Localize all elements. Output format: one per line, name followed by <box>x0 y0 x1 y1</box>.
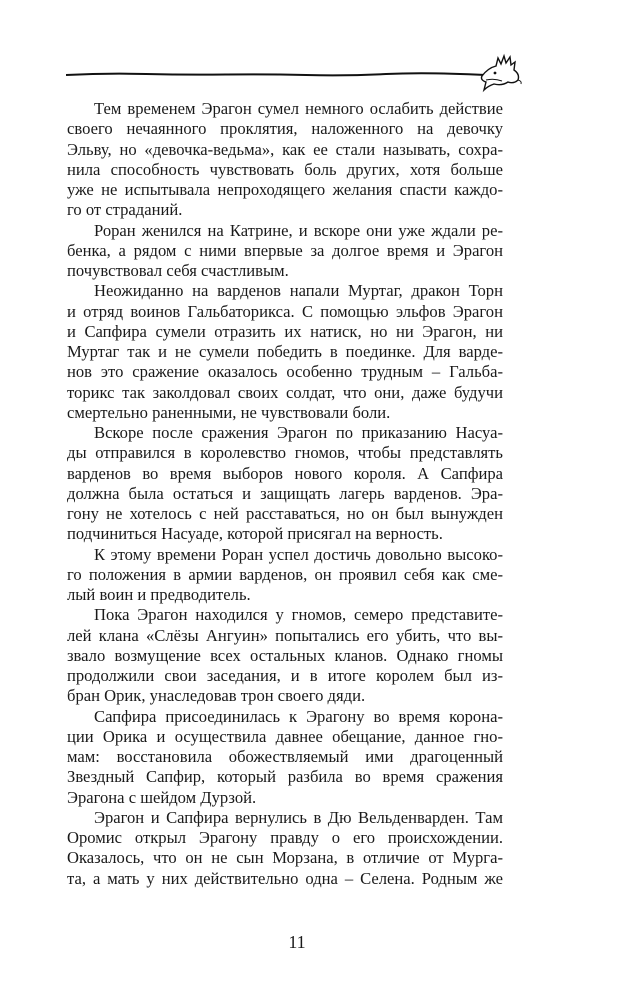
header-rule-ornament <box>66 70 486 78</box>
text-line: торикс так заколдовал своих солдат, что они, даже будучи <box>67 382 503 402</box>
text-line: ции Орика и осуществила давнее обещание, данное гно- <box>67 726 503 746</box>
text-line: лей клана «Слёзы Ангуин» попытались его убить, что вы- <box>67 625 503 645</box>
text-line: Оромис открыл Эрагону правду о его происхождении. <box>67 828 503 847</box>
text-line: Оказалось, что он не сын Морзана, в отличие от Мурга- <box>67 848 503 868</box>
text-line: бран Орик, унаследовав трон своего дяди. <box>67 686 366 706</box>
text-line: и Сапфира сумели отразить их натиск, но ни Эрагон, ни <box>67 321 503 341</box>
text-line: Тем временем Эрагон сумел немного ослабить действие <box>94 99 503 118</box>
text-line: Эрагона с шейдом Дурзой. <box>67 787 257 807</box>
text-line: уже не испытывала непроходящего желания спасти каждо- <box>67 180 503 199</box>
text-line: нов это сражение оказалось особенно трудным – Гальба- <box>67 362 503 382</box>
text-line: Неожиданно на варденов напали Муртаг, дракон Торн <box>94 281 503 301</box>
text-line: подчиниться Насуаде, которой присягал на верность. <box>67 524 443 544</box>
text-line: та, а мать у них действительно одна – Селена. Родным же <box>67 868 503 888</box>
text-line: варденов во время выборов нового короля. А Сапфира <box>67 463 503 483</box>
paragraph <box>67 707 503 808</box>
paragraph <box>67 99 503 221</box>
paragraph <box>67 605 503 706</box>
text-line: гону не хотелось с ней расставаться, но он был вынужден <box>67 504 503 523</box>
text-line: и отряд воинов Гальбаторикса. С помощью эльфов Эрагон <box>67 301 503 321</box>
paragraph <box>67 423 503 545</box>
paragraph <box>67 281 503 423</box>
text-line: Муртаг так и не сумели победить в поединке. Для варде- <box>67 342 503 361</box>
text-line: го положения в армии варденов, он проявил себя как сме- <box>67 564 503 584</box>
text-line: звало возмущение всех остальных кланов. Однако гномы <box>67 645 503 665</box>
text-line: своего нечаянного проклятия, наложенного на девочку <box>67 119 503 139</box>
text-line: продолжили свои заседания, и в итоге королем был из- <box>67 666 503 685</box>
text-line: Вскоре после сражения Эрагон по приказанию Насуа- <box>94 423 503 442</box>
text-line: Роран женился на Катрине, и вскоре они уже ждали ре- <box>94 220 503 240</box>
text-line: Пока Эрагон находился у гномов, семеро представите- <box>94 605 503 625</box>
page-number: 11 <box>288 932 306 952</box>
text-line: К этому времени Роран успел достичь довольно высоко- <box>94 544 503 564</box>
text-line: почувствовал себя счастливым. <box>67 261 289 280</box>
paragraph <box>67 545 503 606</box>
body-text <box>67 99 503 889</box>
text-line: Звездный Сапфир, который разбила во время сражения <box>67 767 503 787</box>
paragraph <box>67 808 503 889</box>
text-line: лый воин и предводитель. <box>67 585 251 604</box>
text-line: Эрагон и Сапфира вернулись в Дю Вельденварден. Там <box>94 807 503 827</box>
text-line: смертельно раненными, не чувствовали боли. <box>67 402 391 422</box>
dragon-head-icon <box>478 50 524 96</box>
text-line: мам: восстановила обожествляемый ими драгоценный <box>67 747 503 766</box>
text-line: бенка, а рядом с ними впервые за долгое время и Эрагон <box>67 240 503 260</box>
text-line: нила способность чувствовать боль других, хотя больше <box>67 159 503 179</box>
text-line: ды отправился в королевство гномов, чтобы представлять <box>67 443 503 463</box>
text-line: Сапфира присоединилась к Эрагону во время корона- <box>94 706 503 726</box>
text-line: должна была остаться и защищать лагерь варденов. Эра- <box>67 483 503 503</box>
paragraph <box>67 221 503 282</box>
text-line: Эльву, но «девочка-ведьма», как ее стали называть, сохра- <box>67 139 503 159</box>
text-line: го от страданий. <box>67 200 183 220</box>
